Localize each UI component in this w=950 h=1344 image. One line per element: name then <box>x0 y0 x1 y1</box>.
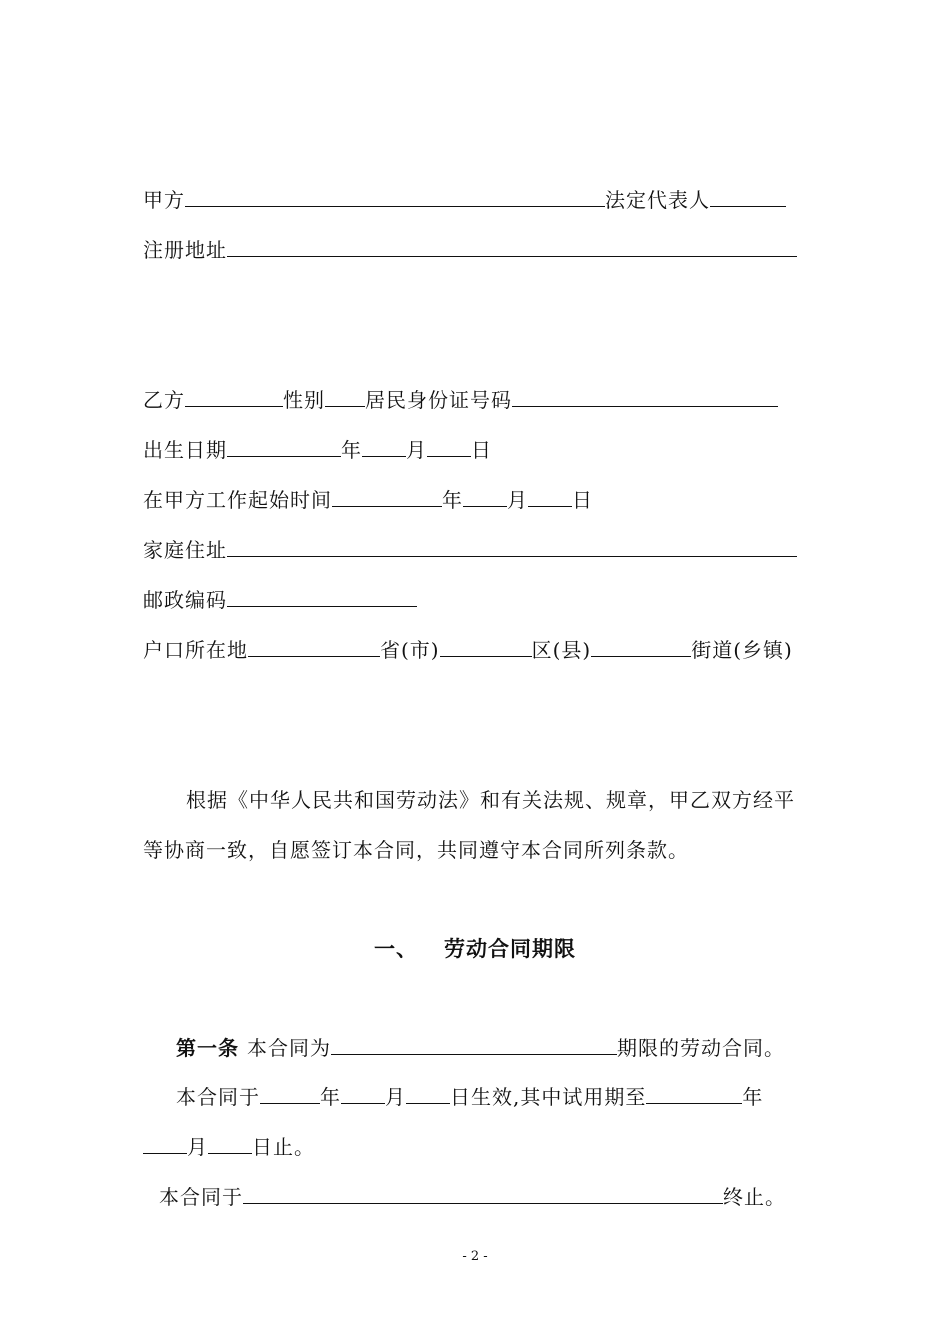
birth-day-field[interactable] <box>427 436 471 457</box>
section-heading <box>0 933 950 963</box>
contract-term-field[interactable] <box>331 1034 617 1055</box>
party-a-label: 甲方 <box>143 188 185 212</box>
postcode-line <box>143 586 417 614</box>
start-month-field[interactable] <box>463 486 507 507</box>
home-address-line <box>143 536 797 564</box>
street-field[interactable] <box>591 636 691 657</box>
province-label: 省(市) <box>380 638 440 662</box>
month-unit: 月 <box>187 1135 208 1159</box>
party-b-line <box>143 386 778 414</box>
birth-month-field[interactable] <box>362 436 406 457</box>
id-number-label: 居民身份证号码 <box>365 388 512 412</box>
district-label: 区(县) <box>531 638 592 662</box>
termination-line <box>159 1183 786 1211</box>
hukou-label: 户口所在地 <box>143 638 248 662</box>
party-a-name-field[interactable] <box>185 186 605 207</box>
section-number: 一、 <box>374 936 418 961</box>
probation-day-field[interactable] <box>208 1133 252 1154</box>
gender-label: 性别 <box>283 388 325 412</box>
start-year-field[interactable] <box>332 486 442 507</box>
postcode-label: 邮政编码 <box>143 588 227 612</box>
start-day-field[interactable] <box>528 486 572 507</box>
street-label: 街道(乡镇) <box>691 638 793 662</box>
effective-prefix: 本合同于 <box>176 1085 260 1109</box>
day-unit: 日 <box>471 438 492 462</box>
probation-end-line <box>143 1133 315 1161</box>
postcode-field[interactable] <box>227 586 417 607</box>
article-1-text-b: 期限的劳动合同。 <box>617 1036 785 1060</box>
preamble-line-2: 等协商一致，自愿签订本合同，共同遵守本合同所列条款。 <box>143 838 689 862</box>
party-b-name-field[interactable] <box>185 386 283 407</box>
page-number: - 2 - <box>462 1249 488 1264</box>
start-date-label: 在甲方工作起始时间 <box>143 488 332 512</box>
termination-prefix: 本合同于 <box>159 1185 243 1209</box>
birth-date-line <box>143 436 492 464</box>
registered-address-line <box>143 236 797 264</box>
month-unit: 月 <box>385 1085 406 1109</box>
preamble-line-1: 根据《中华人民共和国劳动法》和有关法规、规章，甲乙双方经平 <box>186 788 795 812</box>
year-unit: 年 <box>742 1085 764 1109</box>
birth-date-label: 出生日期 <box>143 438 227 462</box>
probation-end-text: 日止。 <box>252 1135 315 1159</box>
effective-mid: 日生效,其中试用期至 <box>450 1085 647 1109</box>
party-a-line <box>143 186 786 214</box>
month-unit: 月 <box>507 488 528 512</box>
registered-address-field[interactable] <box>227 236 797 257</box>
legal-rep-label: 法定代表人 <box>605 188 710 212</box>
article-1-label: 第一条 <box>176 1036 239 1060</box>
registered-address-label: 注册地址 <box>143 238 227 262</box>
day-unit: 日 <box>572 488 593 512</box>
probation-year-field[interactable] <box>646 1083 742 1104</box>
year-unit: 年 <box>320 1085 341 1109</box>
district-field[interactable] <box>440 636 532 657</box>
home-address-label: 家庭住址 <box>143 538 227 562</box>
start-date-line <box>143 486 593 514</box>
gender-field[interactable] <box>325 386 365 407</box>
effective-day-field[interactable] <box>406 1083 450 1104</box>
home-address-field[interactable] <box>227 536 797 557</box>
year-unit: 年 <box>442 488 463 512</box>
month-unit: 月 <box>406 438 427 462</box>
birth-year-field[interactable] <box>227 436 341 457</box>
effective-date-line <box>176 1083 763 1111</box>
termination-suffix: 终止。 <box>723 1185 786 1209</box>
termination-date-field[interactable] <box>243 1183 723 1204</box>
id-number-field[interactable] <box>512 386 778 407</box>
legal-rep-field[interactable] <box>710 186 786 207</box>
article-1-line <box>176 1034 785 1062</box>
effective-month-field[interactable] <box>341 1083 385 1104</box>
effective-year-field[interactable] <box>260 1083 320 1104</box>
article-1-text-a: 本合同为 <box>247 1036 331 1060</box>
probation-month-field[interactable] <box>143 1133 187 1154</box>
section-title: 劳动合同期限 <box>444 936 576 961</box>
province-field[interactable] <box>248 636 380 657</box>
party-b-label: 乙方 <box>143 388 185 412</box>
year-unit: 年 <box>341 438 362 462</box>
hukou-line <box>143 636 793 664</box>
